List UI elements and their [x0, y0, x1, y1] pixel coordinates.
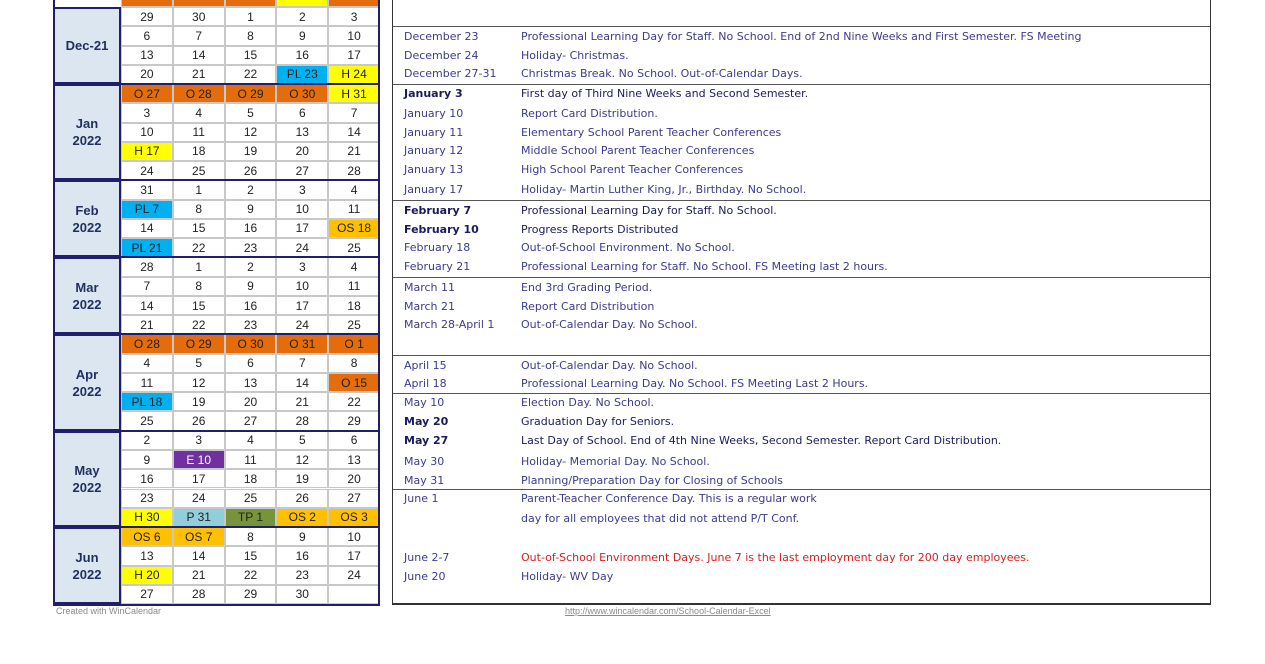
day-cell: O 27: [121, 84, 173, 103]
day-cell: O 15: [328, 373, 380, 392]
event-date: May 27: [404, 434, 449, 447]
event-date: April 15: [404, 359, 447, 372]
event-description: Progress Reports Distributed: [521, 223, 679, 236]
day-cell: O 30: [225, 334, 277, 353]
event-description: Holiday- Christmas.: [521, 49, 629, 62]
day-cell: [328, 585, 380, 604]
day-cell: H 31: [328, 84, 380, 103]
day-cell: 10: [328, 527, 380, 546]
day-cell: 7: [121, 277, 173, 296]
day-cell: 19: [173, 392, 225, 411]
day-cell: 17: [328, 46, 380, 65]
day-cell: 16: [276, 46, 328, 65]
day-cell: 4: [121, 354, 173, 373]
day-cell: 5: [276, 431, 328, 450]
day-cell: 16: [225, 219, 277, 238]
events-list: [392, 0, 1211, 605]
event-date: May 30: [404, 455, 445, 468]
day-cell: 14: [173, 546, 225, 565]
event-date: June 2-7: [404, 551, 450, 564]
month-label: Jan 2022: [53, 84, 121, 180]
event-date: December 24: [404, 49, 479, 62]
month-label: Apr 2022: [53, 334, 121, 430]
event-date: May 31: [404, 474, 445, 487]
day-cell: 9: [276, 26, 328, 45]
month-divider: [121, 83, 380, 85]
day-cell: 26: [173, 411, 225, 430]
day-cell: 13: [328, 450, 380, 469]
event-description: Holiday- Memorial Day. No School.: [521, 455, 710, 468]
day-cell: 24: [173, 489, 225, 508]
day-cell: 21: [328, 142, 380, 161]
day-cell: 2: [121, 431, 173, 450]
event-date: January 12: [404, 144, 464, 157]
day-cell: 14: [121, 296, 173, 315]
event-description: Out-of-School Environment. No School.: [521, 241, 735, 254]
month-divider: [121, 430, 380, 432]
day-cell: O 1: [328, 334, 380, 353]
day-cell: OS 18: [328, 219, 380, 238]
day-cell: O 30: [276, 84, 328, 103]
event-date: April 18: [404, 377, 447, 390]
day-cell: 8: [173, 277, 225, 296]
day-cell: O 31: [276, 334, 328, 353]
day-cell: 31: [121, 180, 173, 199]
day-cell: 15: [225, 546, 277, 565]
day-cell-partial: [121, 0, 173, 7]
day-cell: 18: [173, 142, 225, 161]
day-cell: 9: [225, 200, 277, 219]
day-cell-partial: [173, 0, 225, 7]
day-cell: 23: [121, 489, 173, 508]
day-cell: 22: [225, 566, 277, 585]
event-date: May 10: [404, 396, 445, 409]
event-description: Last Day of School. End of 4th Nine Weeks, Second Semester. Report Card Distribution.: [521, 434, 1002, 447]
event-description: Christmas Break. No School. Out-of-Calendar Days.: [521, 67, 803, 80]
day-cell: 27: [328, 489, 380, 508]
day-cell: 28: [173, 585, 225, 604]
day-cell: 25: [121, 411, 173, 430]
day-cell: 14: [173, 46, 225, 65]
day-cell: 12: [276, 450, 328, 469]
day-cell: 3: [328, 7, 380, 26]
day-cell: 12: [225, 123, 277, 142]
day-cell: 24: [276, 238, 328, 257]
day-cell: 22: [328, 392, 380, 411]
day-cell: 25: [173, 161, 225, 180]
event-description: High School Parent Teacher Conferences: [521, 163, 744, 176]
event-date: January 11: [404, 126, 464, 139]
section-divider: [393, 355, 1210, 356]
month-label: Mar 2022: [53, 257, 121, 334]
day-cell: 27: [276, 161, 328, 180]
day-cell: 22: [225, 65, 277, 84]
day-cell: 30: [173, 7, 225, 26]
day-cell: 17: [328, 546, 380, 565]
event-description: Out-of-School Environment Days. June 7 is the last employment day for 200 day employees.: [521, 551, 1030, 564]
month-divider: [121, 179, 380, 181]
day-cell: 23: [225, 238, 277, 257]
day-cell: 11: [328, 200, 380, 219]
day-cell: 15: [173, 296, 225, 315]
day-cell: P 31: [173, 508, 225, 527]
day-cell: 8: [225, 527, 277, 546]
day-cell: 27: [225, 411, 277, 430]
day-cell: 10: [276, 200, 328, 219]
section-divider: [393, 489, 1210, 490]
day-cell: 29: [328, 411, 380, 430]
day-cell: 4: [328, 180, 380, 199]
day-cell: 25: [328, 315, 380, 334]
event-description: End 3rd Grading Period.: [521, 281, 653, 294]
day-cell: 24: [328, 566, 380, 585]
event-date: January 3: [404, 87, 463, 100]
event-description: Parent-Teacher Conference Day. This is a regular work: [521, 492, 817, 505]
event-date: June 20: [404, 570, 446, 583]
section-divider: [393, 84, 1210, 85]
section-divider: [393, 277, 1210, 278]
day-cell: O 28: [121, 334, 173, 353]
day-cell: 20: [225, 392, 277, 411]
day-cell: 11: [328, 277, 380, 296]
day-cell: OS 2: [276, 508, 328, 527]
event-date: December 23: [404, 30, 479, 43]
day-cell: 28: [276, 411, 328, 430]
event-date: December 27-31: [404, 67, 497, 80]
day-cell: 23: [276, 566, 328, 585]
event-description: Middle School Parent Teacher Conferences: [521, 144, 755, 157]
day-cell: 19: [276, 469, 328, 488]
day-cell: H 17: [121, 142, 173, 161]
day-cell: 12: [173, 373, 225, 392]
section-divider: [393, 393, 1210, 394]
day-cell: PL 23: [276, 65, 328, 84]
event-description: Holiday- WV Day: [521, 570, 614, 583]
day-cell: 18: [328, 296, 380, 315]
day-cell: 3: [121, 103, 173, 122]
event-date: February 21: [404, 260, 471, 273]
day-cell: H 20: [121, 566, 173, 585]
day-cell: 24: [276, 315, 328, 334]
credit-text: Created with WinCalendar: [56, 606, 162, 616]
month-divider: [121, 256, 380, 258]
day-cell: 18: [225, 469, 277, 488]
day-cell: 20: [121, 65, 173, 84]
day-cell: TP 1: [225, 508, 277, 527]
day-cell: 1: [173, 180, 225, 199]
day-cell: 11: [121, 373, 173, 392]
day-cell: 7: [173, 26, 225, 45]
day-cell: 2: [276, 7, 328, 26]
day-cell: 2: [225, 257, 277, 276]
day-cell: OS 7: [173, 527, 225, 546]
day-cell: 4: [328, 257, 380, 276]
day-cell: 8: [328, 354, 380, 373]
day-cell: 23: [225, 315, 277, 334]
day-cell: OS 3: [328, 508, 380, 527]
school-calendar-grid: [53, 0, 380, 606]
day-cell: 5: [225, 103, 277, 122]
section-divider: [393, 200, 1210, 201]
day-cell: 21: [173, 566, 225, 585]
month-label: Feb 2022: [53, 180, 121, 257]
day-cell: 20: [328, 469, 380, 488]
event-description: Elementary School Parent Teacher Conferences: [521, 126, 782, 139]
day-cell: 6: [328, 431, 380, 450]
day-cell: O 28: [173, 84, 225, 103]
day-cell: PL 7: [121, 200, 173, 219]
day-cell: 10: [121, 123, 173, 142]
day-cell: 29: [121, 7, 173, 26]
day-cell: 14: [121, 219, 173, 238]
event-description: Out-of-Calendar Day. No School.: [521, 359, 698, 372]
day-cell: 28: [328, 161, 380, 180]
event-description: Professional Learning Day for Staff. No School. End of 2nd Nine Weeks and First Semester. FS Meeting: [521, 30, 1082, 43]
event-date: March 28-April 1: [404, 318, 495, 331]
day-cell: 26: [225, 161, 277, 180]
day-cell: 8: [225, 26, 277, 45]
event-description: Professional Learning for Staff. No School. FS Meeting last 2 hours.: [521, 260, 888, 273]
day-cell: 17: [276, 219, 328, 238]
event-description: Holiday- Martin Luther King, Jr., Birthday. No School.: [521, 183, 807, 196]
month-divider: [121, 526, 380, 528]
day-cell: 27: [121, 585, 173, 604]
day-cell: 25: [328, 238, 380, 257]
event-description: Election Day. No School.: [521, 396, 655, 409]
day-cell: 15: [225, 46, 277, 65]
day-cell: 13: [225, 373, 277, 392]
event-date: May 20: [404, 415, 449, 428]
day-cell: 17: [276, 296, 328, 315]
day-cell: 29: [225, 585, 277, 604]
month-label: May 2022: [53, 431, 121, 527]
day-cell: 22: [173, 238, 225, 257]
day-cell: 21: [121, 315, 173, 334]
event-date: January 17: [404, 183, 464, 196]
day-cell: 14: [276, 373, 328, 392]
event-description: Out-of-Calendar Day. No School.: [521, 318, 698, 331]
month-label: Jun 2022: [53, 527, 121, 604]
day-cell: 21: [173, 65, 225, 84]
day-cell: O 29: [225, 84, 277, 103]
event-date: January 10: [404, 107, 464, 120]
day-cell-partial: [225, 0, 277, 7]
event-date: June 1: [404, 492, 439, 505]
day-cell: 13: [276, 123, 328, 142]
day-cell: 17: [173, 469, 225, 488]
month-label: Dec-21: [53, 7, 121, 84]
day-cell: 26: [276, 489, 328, 508]
day-cell: 15: [173, 219, 225, 238]
event-date: March 11: [404, 281, 456, 294]
day-cell: 10: [276, 277, 328, 296]
day-cell: 13: [121, 46, 173, 65]
event-description: Report Card Distribution.: [521, 107, 658, 120]
day-cell: 22: [173, 315, 225, 334]
day-cell: 4: [225, 431, 277, 450]
day-cell: 10: [328, 26, 380, 45]
event-description: Professional Learning Day for Staff. No School.: [521, 204, 777, 217]
event-date: March 21: [404, 300, 456, 313]
day-cell: 3: [276, 257, 328, 276]
event-date: January 13: [404, 163, 464, 176]
day-cell: 7: [276, 354, 328, 373]
day-cell: PL 18: [121, 392, 173, 411]
day-cell-partial: [276, 0, 328, 7]
day-cell: 20: [276, 142, 328, 161]
day-cell: 9: [121, 450, 173, 469]
day-cell: 3: [173, 431, 225, 450]
day-cell: OS 6: [121, 527, 173, 546]
wincalendar-link[interactable]: http://www.wincalendar.com/School-Calendar-Excel: [565, 606, 771, 616]
day-cell: 3: [276, 180, 328, 199]
day-cell: 1: [225, 7, 277, 26]
day-cell: 16: [276, 546, 328, 565]
event-description: Professional Learning Day. No School. FS Meeting Last 2 Hours.: [521, 377, 869, 390]
day-cell: 16: [225, 296, 277, 315]
event-description: Graduation Day for Seniors.: [521, 415, 675, 428]
day-cell: 11: [173, 123, 225, 142]
event-date: February 10: [404, 223, 479, 236]
day-cell: 4: [173, 103, 225, 122]
event-description: Report Card Distribution: [521, 300, 655, 313]
day-cell: 1: [173, 257, 225, 276]
day-cell: 19: [225, 142, 277, 161]
day-cell: H 24: [328, 65, 380, 84]
day-cell: 7: [328, 103, 380, 122]
day-cell: 9: [276, 527, 328, 546]
event-description: First day of Third Nine Weeks and Second Semester.: [521, 87, 809, 100]
day-cell: 13: [121, 546, 173, 565]
day-cell: 6: [225, 354, 277, 373]
day-cell-partial: [328, 0, 380, 7]
day-cell: O 29: [173, 334, 225, 353]
day-cell: 21: [276, 392, 328, 411]
day-cell: 11: [225, 450, 277, 469]
day-cell: 2: [225, 180, 277, 199]
event-description: Planning/Preparation Day for Closing of Schools: [521, 474, 784, 487]
day-cell: PL 21: [121, 238, 173, 257]
section-divider: [393, 26, 1210, 27]
day-cell: 16: [121, 469, 173, 488]
month-divider: [121, 333, 380, 335]
day-cell: 5: [173, 354, 225, 373]
day-cell: 14: [328, 123, 380, 142]
day-cell: 6: [276, 103, 328, 122]
day-cell: H 30: [121, 508, 173, 527]
day-cell: 9: [225, 277, 277, 296]
event-date: February 18: [404, 241, 471, 254]
event-date: February 7: [404, 204, 472, 217]
day-cell: 24: [121, 161, 173, 180]
day-cell: 6: [121, 26, 173, 45]
day-cell: 8: [173, 200, 225, 219]
day-cell: 25: [225, 489, 277, 508]
event-description: day for all employees that did not attend P/T Conf.: [521, 512, 800, 525]
day-cell: E 10: [173, 450, 225, 469]
day-cell: 30: [276, 585, 328, 604]
day-cell: 28: [121, 257, 173, 276]
